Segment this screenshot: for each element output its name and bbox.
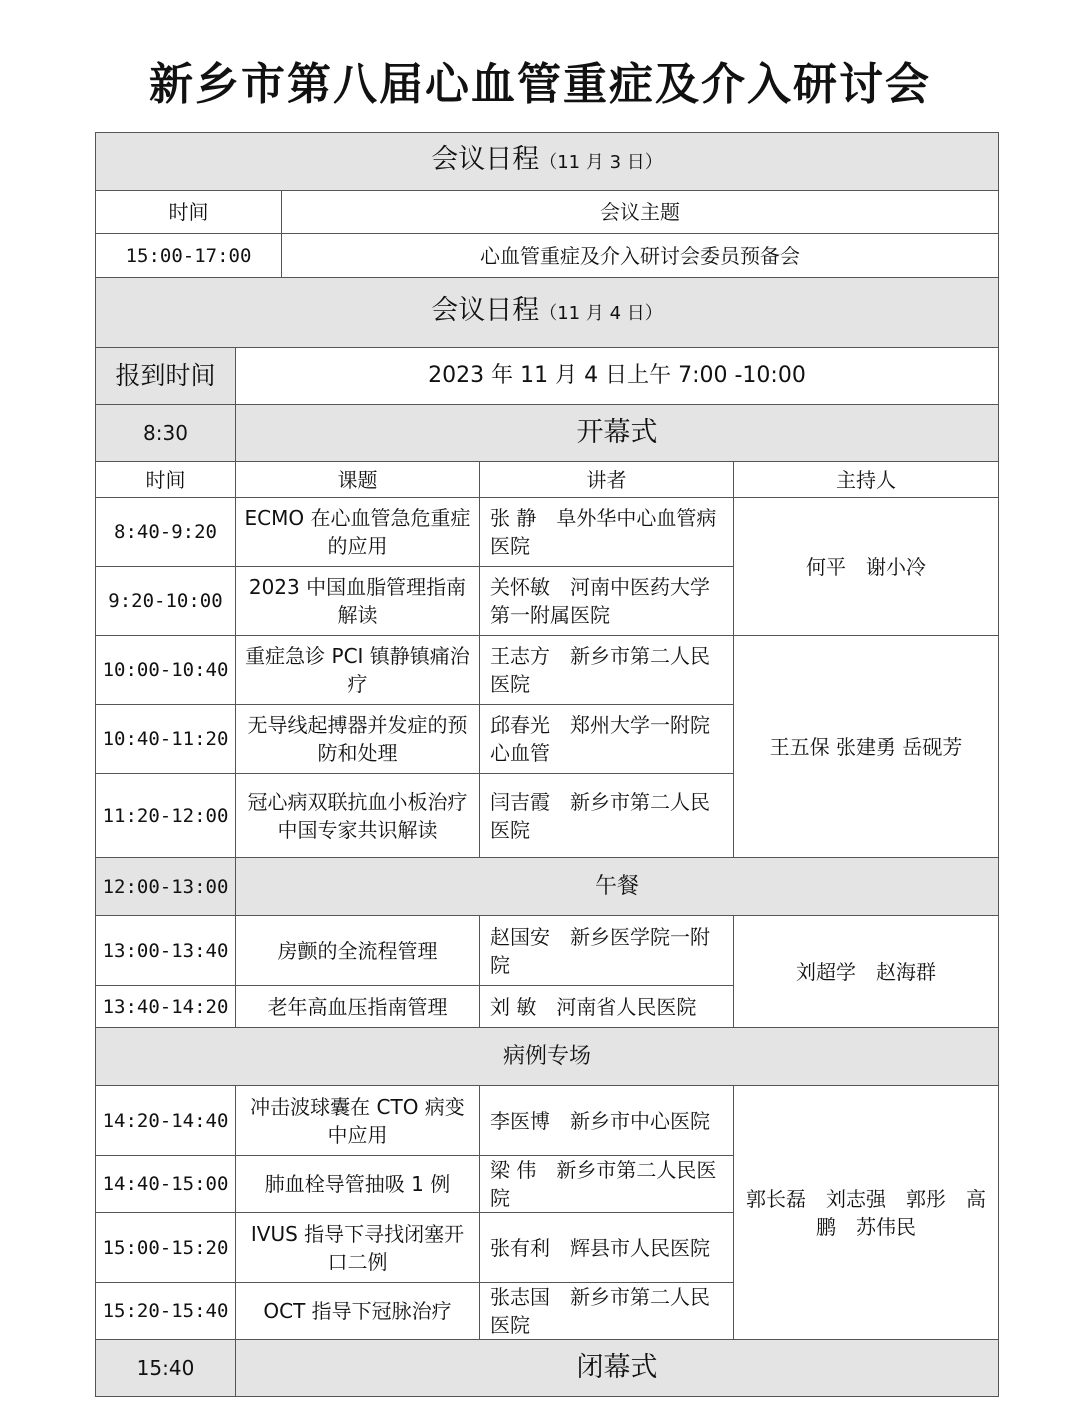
session-speaker: 关怀敏 河南中医药大学第一附属医院 [480, 567, 734, 636]
session-speaker: 刘 敏 河南省人民医院 [480, 986, 734, 1028]
table-row [96, 916, 999, 986]
header-host: 主持人 [734, 462, 999, 498]
session-time: 10:00-10:40 [96, 636, 236, 705]
opening-row [96, 405, 999, 462]
session4-host: 郭长磊 刘志强 郭彤 高鹏 苏伟民 [734, 1086, 999, 1340]
day1-col-topic: 会议主题 [282, 191, 999, 234]
session-topic: 重症急诊 PCI 镇静镇痛治疗 [236, 636, 480, 705]
closing-label: 闭幕式 [236, 1340, 999, 1397]
lunch-time: 12:00-13:00 [96, 858, 236, 916]
session-speaker: 张有利 辉县市人民医院 [480, 1213, 734, 1283]
session-time: 13:00-13:40 [96, 916, 236, 986]
day1-header-row [96, 133, 999, 191]
closing-row [96, 1340, 999, 1397]
day2-heading: 会议日程 [431, 295, 540, 326]
session-topic: 冲击波球囊在 CTO 病变中应用 [236, 1086, 480, 1156]
day1-row [96, 234, 999, 278]
lunch-label: 午餐 [236, 858, 999, 916]
page-title: 新乡市第八届心血管重症及介入研讨会 [149, 59, 931, 110]
table-row [96, 1086, 999, 1156]
session-speaker: 王志方 新乡市第二人民医院 [480, 636, 734, 705]
session-speaker: 张志国 新乡市第二人民医院 [480, 1283, 734, 1340]
header-time: 时间 [96, 462, 236, 498]
closing-time: 15:40 [96, 1340, 236, 1397]
table-row [96, 498, 999, 567]
lunch-row [96, 858, 999, 916]
day1-heading: 会议日程 [431, 144, 540, 175]
checkin-label: 报到时间 [96, 348, 236, 405]
case-session-row [96, 1028, 999, 1086]
day1-column-headers [96, 191, 999, 234]
session-time: 11:20-12:00 [96, 774, 236, 858]
session-topic: IVUS 指导下寻找闭塞开口二例 [236, 1213, 480, 1283]
session-time: 13:40-14:20 [96, 986, 236, 1028]
session-topic: 无导线起搏器并发症的预防和处理 [236, 705, 480, 774]
session-time: 8:40-9:20 [96, 498, 236, 567]
session-time: 10:40-11:20 [96, 705, 236, 774]
day2-heading-cell [96, 278, 999, 348]
session-topic: 冠心病双联抗血小板治疗中国专家共识解读 [236, 774, 480, 858]
session-time: 15:20-15:40 [96, 1283, 236, 1340]
session-time: 9:20-10:00 [96, 567, 236, 636]
session-topic: ECMO 在心血管急危重症的应用 [236, 498, 480, 567]
day1-row-topic: 心血管重症及介入研讨会委员预备会 [282, 234, 999, 278]
table-row [96, 636, 999, 705]
session-speaker: 邱春光 郑州大学一附院心血管 [480, 705, 734, 774]
session-time: 14:40-15:00 [96, 1156, 236, 1213]
session-speaker: 赵国安 新乡医学院一附院 [480, 916, 734, 986]
checkin-value: 2023 年 11 月 4 日上午 7:00 -10:00 [236, 348, 999, 405]
session1-host: 何平 谢小冷 [734, 498, 999, 636]
session-topic: 老年高血压指南管理 [236, 986, 480, 1028]
case-session-label: 病例专场 [96, 1028, 999, 1086]
checkin-row [96, 348, 999, 405]
day2-column-headers [96, 462, 999, 498]
session-speaker: 张 静 阜外华中心血管病医院 [480, 498, 734, 567]
header-speaker: 讲者 [480, 462, 734, 498]
day1-col-time: 时间 [96, 191, 282, 234]
opening-label: 开幕式 [236, 405, 999, 462]
session-time: 14:20-14:40 [96, 1086, 236, 1156]
opening-time: 8:30 [96, 405, 236, 462]
session-speaker: 闫吉霞 新乡市第二人民医院 [480, 774, 734, 858]
session-topic: 房颤的全流程管理 [236, 916, 480, 986]
day2-header-row [96, 278, 999, 348]
session-topic: 2023 中国血脂管理指南解读 [236, 567, 480, 636]
day1-heading-cell [96, 133, 999, 191]
session-topic: 肺血栓导管抽吸 1 例 [236, 1156, 480, 1213]
session-speaker: 李医博 新乡市中心医院 [480, 1086, 734, 1156]
session2-host: 王五保 张建勇 岳砚芳 [734, 636, 999, 858]
day1-row-time: 15:00-17:00 [96, 234, 282, 278]
session-speaker: 梁 伟 新乡市第二人民医院 [480, 1156, 734, 1213]
header-topic: 课题 [236, 462, 480, 498]
schedule-table [95, 132, 999, 1397]
session-topic: OCT 指导下冠脉治疗 [236, 1283, 480, 1340]
session3-host: 刘超学 赵海群 [734, 916, 999, 1028]
day1-date: （11 月 3 日） [539, 152, 663, 173]
session-time: 15:00-15:20 [96, 1213, 236, 1283]
day2-date: （11 月 4 日） [539, 303, 663, 324]
